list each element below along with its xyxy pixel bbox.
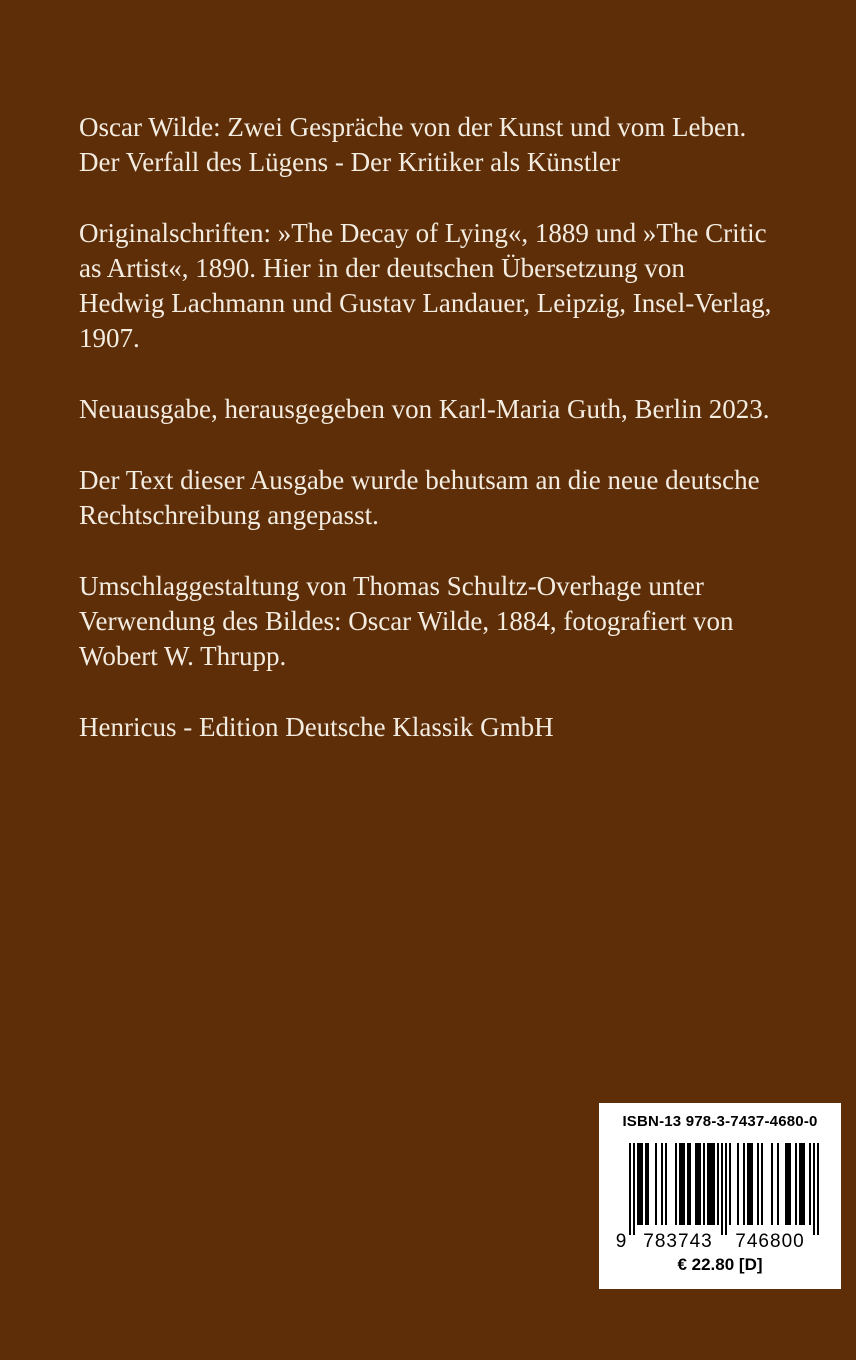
barcode-bar: [695, 1143, 701, 1225]
original-sources-paragraph: [79, 216, 819, 356]
barcode-bar: [725, 1143, 727, 1235]
cover-design-paragraph: [79, 569, 819, 674]
text-line: Henricus - Edition Deutsche Klassik GmbH: [79, 712, 554, 742]
text-line: 1907.: [79, 323, 140, 353]
text-line: Originalschriften: »The Decay of Lying«, 1889 und »The Critic: [79, 218, 767, 248]
text-line: Oscar Wilde: Zwei Gespräche von der Kunst und vom Leben.: [79, 112, 747, 142]
barcode-bar: [771, 1143, 773, 1225]
barcode-bar: [703, 1143, 705, 1225]
barcode-bars: [629, 1143, 819, 1235]
barcode-bar: [629, 1143, 631, 1235]
barcode-bar: [665, 1143, 667, 1225]
text-line: Wobert W. Thrupp.: [79, 641, 287, 671]
text-line: Neuausgabe, herausgegeben von Karl-Maria Guth, Berlin 2023.: [79, 394, 770, 424]
barcode-bar: [687, 1143, 691, 1225]
barcode-bar: [761, 1143, 763, 1225]
barcode-bar: [729, 1143, 731, 1225]
back-cover-text: [79, 110, 819, 781]
orthography-paragraph: [79, 463, 819, 533]
publisher-paragraph: [79, 710, 819, 745]
price-label: € 22.80 [D]: [677, 1255, 763, 1274]
barcode-bar: [679, 1143, 685, 1225]
barcode-bar: [637, 1143, 643, 1225]
barcode-bar: [757, 1143, 759, 1225]
barcode-bar: [785, 1143, 791, 1225]
isbn-barcode-box: [599, 1103, 841, 1289]
barcode-bar: [795, 1143, 797, 1225]
text-line: Umschlaggestaltung von Thomas Schultz-Overhage unter: [79, 571, 704, 601]
isbn-label: ISBN-13 978-3-7437-4680-0: [622, 1113, 818, 1130]
barcode-bar: [747, 1143, 753, 1225]
barcode-bar: [661, 1143, 663, 1225]
barcode-bar: [721, 1143, 723, 1235]
barcode-bar: [655, 1143, 657, 1225]
text-line: Der Text dieser Ausgabe wurde behutsam an die neue deutsche: [79, 465, 760, 495]
barcode-bar: [717, 1143, 719, 1225]
barcode-bar: [799, 1143, 805, 1225]
barcode-left-digits: 783743: [643, 1231, 713, 1252]
text-line: Verwendung des Bildes: Oscar Wilde, 1884, fotografiert von: [79, 606, 734, 636]
barcode-bar: [809, 1143, 811, 1225]
text-line: Hedwig Lachmann und Gustav Landauer, Leipzig, Insel-Verlag,: [79, 288, 772, 318]
barcode-right-digits: 746800: [735, 1231, 805, 1252]
text-line: Rechtschreibung angepasst.: [79, 500, 379, 530]
barcode-graphic: [615, 1143, 827, 1253]
edition-paragraph: [79, 392, 819, 427]
barcode-bar: [737, 1143, 739, 1225]
text-line: as Artist«, 1890. Hier in der deutschen Übersetzung von: [79, 253, 685, 283]
barcode-bar: [813, 1143, 815, 1235]
text-line: Der Verfall des Lügens - Der Kritiker als Künstler: [79, 147, 620, 177]
barcode-bar: [707, 1143, 715, 1225]
barcode-bar: [743, 1143, 745, 1225]
title-paragraph: [79, 110, 819, 180]
barcode-bar: [817, 1143, 819, 1235]
barcode-bar: [675, 1143, 677, 1225]
barcode-first-digit: 9: [615, 1231, 627, 1252]
barcode-bar: [777, 1143, 779, 1225]
barcode-bar: [645, 1143, 649, 1225]
barcode-bar: [633, 1143, 635, 1235]
